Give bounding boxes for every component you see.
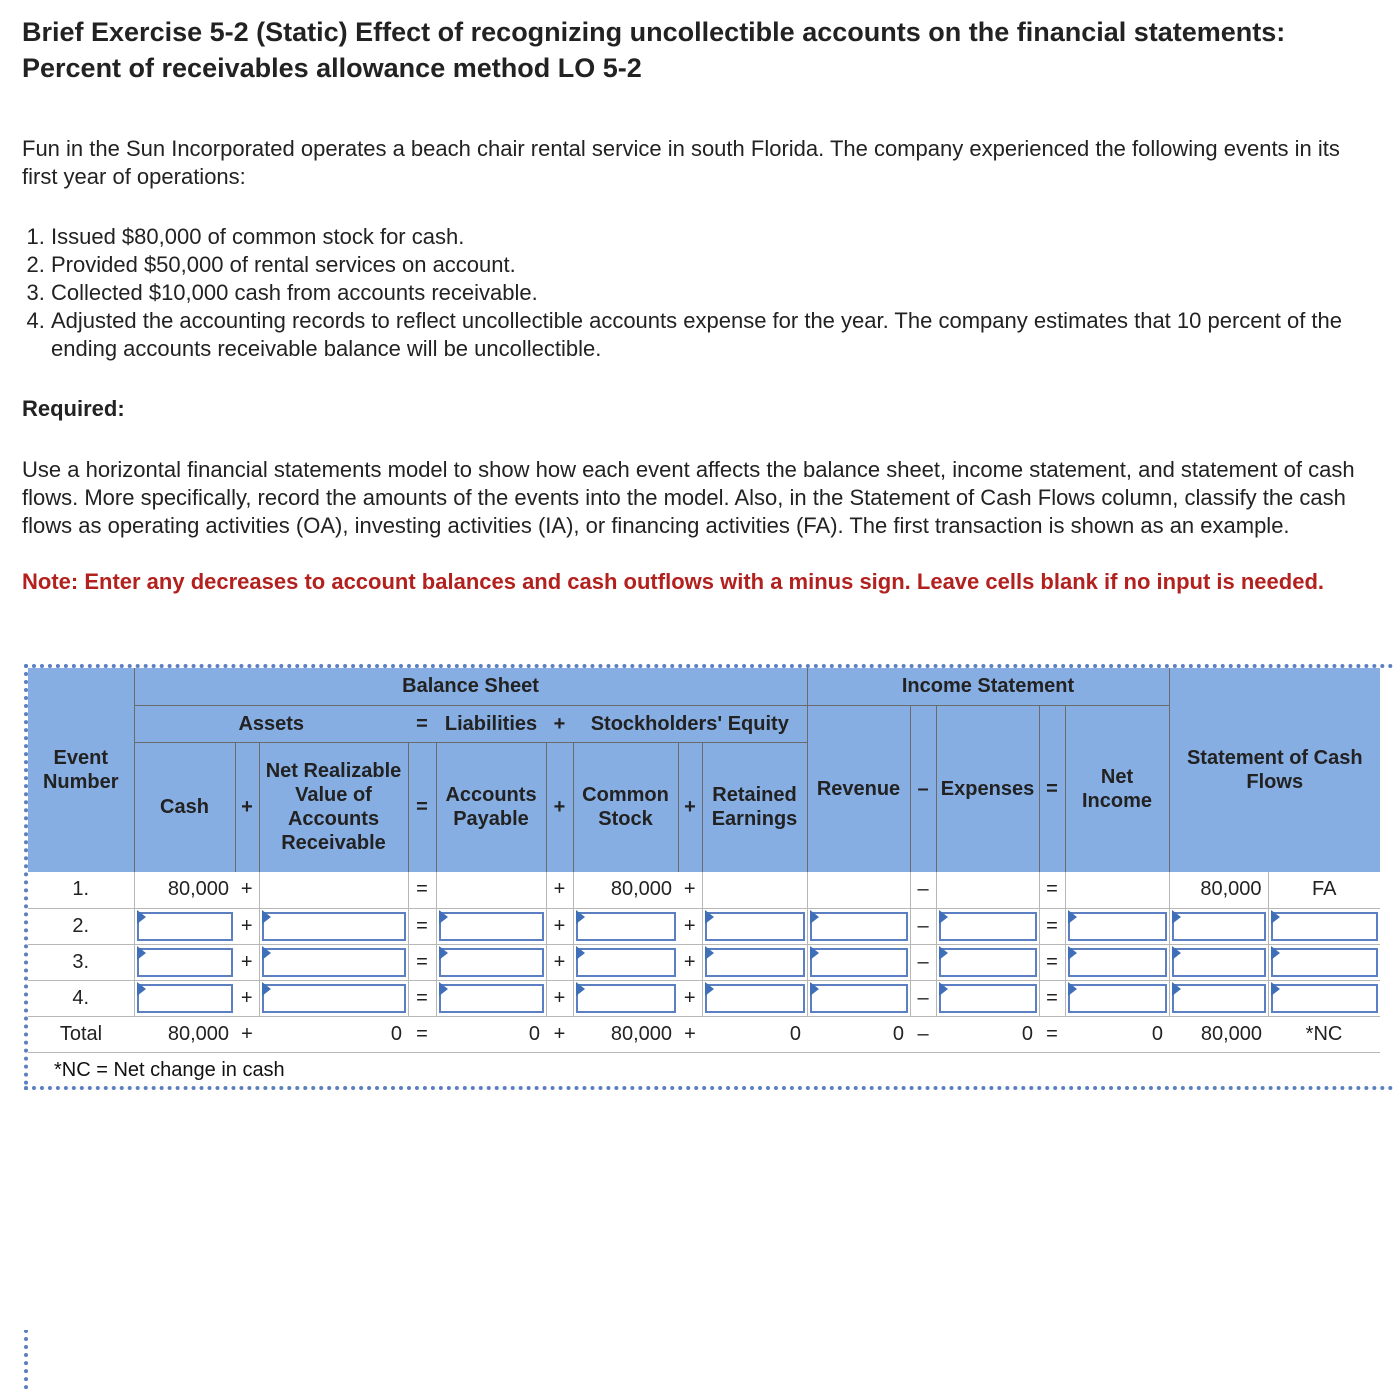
- input-nrv[interactable]: [259, 944, 408, 980]
- header-nrv: Net Realizable Value of Accounts Receivable: [259, 742, 408, 872]
- op-plus: +: [546, 1016, 573, 1052]
- total-scf-amount: 80,000: [1169, 1016, 1268, 1052]
- list-item: 1. Issued $80,000 of common stock for cash.: [51, 223, 1394, 251]
- input-net-income-field[interactable]: [1066, 981, 1169, 1016]
- op-eq: =: [1039, 980, 1065, 1016]
- total-cs: 80,000: [573, 1016, 678, 1052]
- header-plus-op: +: [546, 742, 573, 872]
- table-row: [28, 908, 1380, 944]
- cell-expenses: [936, 872, 1039, 908]
- op-eq: =: [1039, 908, 1065, 944]
- input-re-field[interactable]: [703, 981, 807, 1016]
- cell-revenue: [807, 872, 910, 908]
- header-cash-flows: Statement of Cash Flows: [1169, 668, 1380, 872]
- header-eq-op: =: [408, 705, 436, 742]
- list-item: 4. Adjusted the accounting records to reflect uncollectible accounts expense for the year. The company estimates that 10 percent of the ending accounts receivable balance will be uncollectible.: [51, 307, 1394, 363]
- input-net-income-field[interactable]: [1066, 945, 1169, 980]
- input-revenue[interactable]: [807, 944, 910, 980]
- cell-ap: [436, 872, 546, 908]
- header-equity: Stockholders' Equity: [573, 705, 807, 742]
- list-item: 2. Provided $50,000 of rental services on account.: [51, 251, 1394, 279]
- input-scf-amount[interactable]: [1169, 944, 1268, 980]
- op-plus: +: [546, 944, 573, 980]
- op-plus: +: [235, 980, 259, 1016]
- total-nrv: 0: [259, 1016, 408, 1052]
- event-number: 2.: [28, 908, 134, 944]
- input-expenses[interactable]: [936, 980, 1039, 1016]
- event-number: 1.: [28, 872, 134, 908]
- op-plus: +: [235, 944, 259, 980]
- input-cs[interactable]: [573, 908, 678, 944]
- total-net-income: 0: [1065, 1016, 1169, 1052]
- input-cs[interactable]: [573, 980, 678, 1016]
- page-title: Brief Exercise 5-2 (Static) Effect of recognizing uncollectible accounts on the financial statements: Percent of receivables allowance method LO 5-2: [22, 17, 1286, 83]
- input-revenue[interactable]: [807, 980, 910, 1016]
- input-nrv[interactable]: [259, 908, 408, 944]
- cell-nrv: [259, 872, 408, 908]
- op-plus: +: [678, 1016, 702, 1052]
- header-minus-op: –: [910, 705, 936, 872]
- op-eq: =: [408, 872, 436, 908]
- op-plus: +: [678, 872, 702, 908]
- cell-cash: 80,000: [134, 872, 235, 908]
- intro-text: Fun in the Sun Incorporated operates a beach chair rental service in south Florida. The company experienced the following events in its first year of operations:: [22, 136, 1340, 189]
- input-ap-field[interactable]: [437, 981, 546, 1016]
- input-ap-field[interactable]: [437, 945, 546, 980]
- input-nrv-field[interactable]: [260, 981, 408, 1016]
- op-minus: –: [910, 944, 936, 980]
- op-eq: =: [408, 1016, 436, 1052]
- input-net-income[interactable]: [1065, 908, 1169, 944]
- input-cash[interactable]: [134, 908, 235, 944]
- op-eq: =: [1039, 872, 1065, 908]
- input-cash[interactable]: [134, 944, 235, 980]
- total-revenue: 0: [807, 1016, 910, 1052]
- input-scf-amount-field[interactable]: [1170, 945, 1268, 980]
- op-plus: +: [235, 908, 259, 944]
- table-row: [28, 872, 1380, 908]
- op-eq: =: [408, 980, 436, 1016]
- header-liabilities: Liabilities: [436, 705, 546, 742]
- op-eq: =: [408, 908, 436, 944]
- header-plus-op: +: [546, 705, 573, 742]
- table-row: [28, 944, 1380, 980]
- input-scf-amount-field[interactable]: [1170, 909, 1268, 944]
- input-net-income[interactable]: [1065, 980, 1169, 1016]
- total-ap: 0: [436, 1016, 546, 1052]
- input-expenses-field[interactable]: [937, 909, 1039, 944]
- input-expenses-field[interactable]: [937, 945, 1039, 980]
- input-nrv[interactable]: [259, 980, 408, 1016]
- input-re[interactable]: [702, 944, 807, 980]
- financial-statements-model: [28, 668, 1380, 1090]
- input-scf-amount-field[interactable]: [1170, 981, 1268, 1016]
- input-cash-field[interactable]: [135, 909, 236, 944]
- note-text: Note: Enter any decreases to account balances and cash outflows with a minus sign. Leave cells blank if no input is needed.: [22, 569, 1324, 594]
- input-cs-field[interactable]: [574, 981, 679, 1016]
- input-scf-class[interactable]: [1268, 944, 1380, 980]
- header-eq-op: =: [1039, 705, 1065, 872]
- input-scf-class-field[interactable]: [1269, 945, 1381, 980]
- header-income-statement: Income Statement: [807, 668, 1169, 705]
- input-cs-field[interactable]: [574, 945, 679, 980]
- header-accounts-payable: Accounts Payable: [436, 742, 546, 872]
- header-retained-earnings: Retained Earnings: [702, 742, 807, 872]
- op-plus: +: [546, 980, 573, 1016]
- input-scf-class-field[interactable]: [1269, 981, 1381, 1016]
- cell-scf-class: FA: [1268, 872, 1380, 908]
- input-scf-class-field[interactable]: [1269, 909, 1381, 944]
- total-expenses: 0: [936, 1016, 1039, 1052]
- input-net-income-field[interactable]: [1066, 909, 1169, 944]
- input-scf-amount[interactable]: [1169, 980, 1268, 1016]
- cell-re: [702, 872, 807, 908]
- total-cash: 80,000: [134, 1016, 235, 1052]
- event-number: 3.: [28, 944, 134, 980]
- op-plus: +: [235, 1016, 259, 1052]
- header-net-income: Net Income: [1065, 705, 1169, 872]
- total-re: 0: [702, 1016, 807, 1052]
- input-cs[interactable]: [573, 944, 678, 980]
- header-revenue: Revenue: [807, 705, 910, 872]
- header-common-stock: Common Stock: [573, 742, 678, 872]
- header-balance-sheet: Balance Sheet: [134, 668, 807, 705]
- op-plus: +: [678, 980, 702, 1016]
- total-label: Total: [28, 1016, 134, 1052]
- input-ap[interactable]: [436, 944, 546, 980]
- input-cash[interactable]: [134, 980, 235, 1016]
- input-re-field[interactable]: [703, 945, 807, 980]
- op-plus: +: [546, 872, 573, 908]
- instructions-text: Use a horizontal financial statements model to show how each event affects the balance sheet, income statement, and statement of cash flows. More specifically, record the amounts of the events into the model. Also, in the Statement of Cash Flows column, classify the cash flows as operating activities (OA), investing activities (IA), or financing activities (FA). The first transaction is shown as an example.: [22, 457, 1355, 538]
- total-row: [28, 1016, 1380, 1052]
- input-cash-field[interactable]: [135, 945, 236, 980]
- list-item: 3. Collected $10,000 cash from accounts receivable.: [51, 279, 1394, 307]
- header-event-number: Event Number: [28, 668, 134, 872]
- input-revenue[interactable]: [807, 908, 910, 944]
- input-revenue-field[interactable]: [808, 909, 910, 944]
- input-nrv-field[interactable]: [260, 909, 408, 944]
- input-expenses[interactable]: [936, 908, 1039, 944]
- input-cash-field[interactable]: [135, 981, 236, 1016]
- op-plus: +: [235, 872, 259, 908]
- input-expenses-field[interactable]: [937, 981, 1039, 1016]
- op-eq: =: [408, 944, 436, 980]
- header-assets: Assets: [134, 705, 408, 742]
- input-nrv-field[interactable]: [260, 945, 408, 980]
- op-eq: =: [1039, 1016, 1065, 1052]
- input-re[interactable]: [702, 908, 807, 944]
- events-list: [22, 223, 1394, 363]
- header-eq-op: =: [408, 742, 436, 872]
- op-plus: +: [678, 944, 702, 980]
- input-re-field[interactable]: [703, 909, 807, 944]
- header-plus-op: +: [678, 742, 702, 872]
- op-minus: –: [910, 980, 936, 1016]
- required-heading: Required:: [22, 396, 125, 421]
- input-cs-field[interactable]: [574, 909, 679, 944]
- cell-cs: 80,000: [573, 872, 678, 908]
- header-expenses: Expenses: [936, 705, 1039, 872]
- cell-scf-amount: 80,000: [1169, 872, 1268, 908]
- footnote: *NC = Net change in cash: [54, 1058, 285, 1081]
- input-scf-class[interactable]: [1268, 980, 1380, 1016]
- input-ap[interactable]: [436, 980, 546, 1016]
- input-revenue-field[interactable]: [808, 981, 910, 1016]
- op-plus: +: [678, 908, 702, 944]
- input-ap[interactable]: [436, 908, 546, 944]
- input-revenue-field[interactable]: [808, 945, 910, 980]
- op-plus: +: [546, 908, 573, 944]
- header-cash: Cash: [134, 742, 235, 872]
- input-scf-amount[interactable]: [1169, 908, 1268, 944]
- input-scf-class[interactable]: [1268, 908, 1380, 944]
- op-minus: –: [910, 1016, 936, 1052]
- input-ap-field[interactable]: [437, 909, 546, 944]
- input-expenses[interactable]: [936, 944, 1039, 980]
- header-plus-op: +: [235, 742, 259, 872]
- table-row: [28, 980, 1380, 1016]
- op-eq: =: [1039, 944, 1065, 980]
- op-minus: –: [910, 908, 936, 944]
- input-re[interactable]: [702, 980, 807, 1016]
- event-number: 4.: [28, 980, 134, 1016]
- input-net-income[interactable]: [1065, 944, 1169, 980]
- total-scf-class: *NC: [1268, 1016, 1380, 1052]
- cell-net-income: [1065, 872, 1169, 908]
- op-minus: –: [910, 872, 936, 908]
